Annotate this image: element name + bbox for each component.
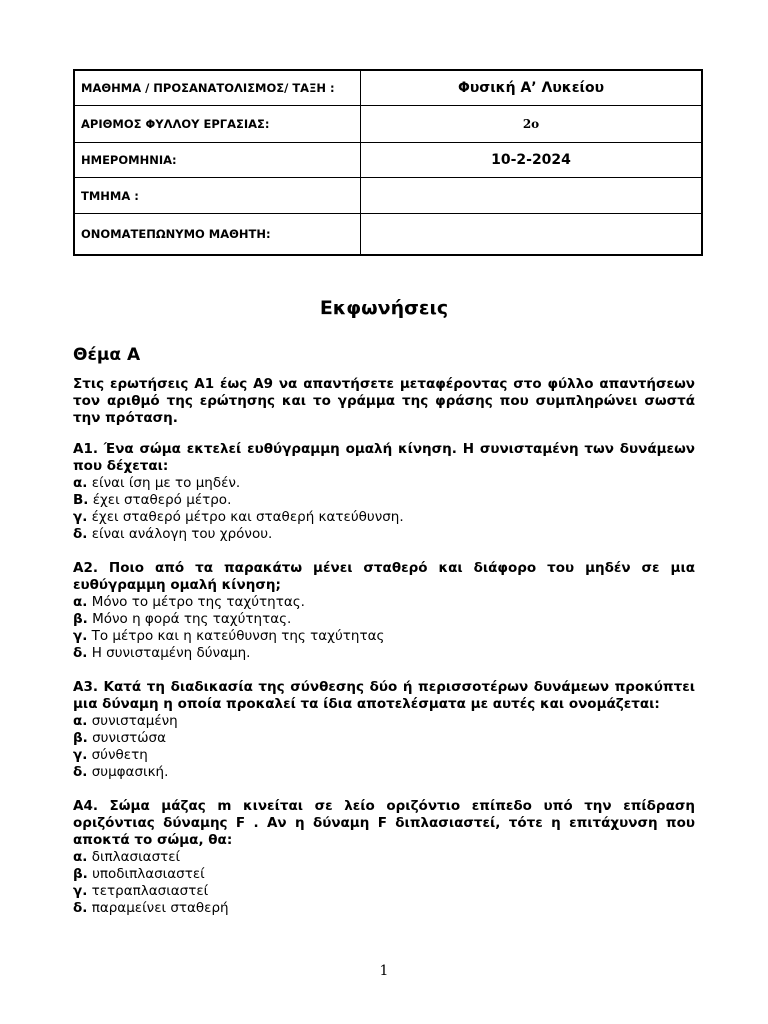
header-label-class: ΤΜΗΜΑ : bbox=[74, 178, 361, 214]
option-letter: Β. bbox=[73, 492, 89, 508]
option-letter: α. bbox=[73, 475, 88, 491]
option-text: Μόνο η φορά της ταχύτητας. bbox=[87, 611, 292, 627]
option-text: είναι ανάλογη του χρόνου. bbox=[87, 526, 273, 542]
option-letter: α. bbox=[73, 594, 88, 610]
option-text: τετραπλασιαστεί bbox=[87, 883, 209, 899]
header-row-subject bbox=[74, 70, 702, 106]
answer-option bbox=[73, 883, 695, 900]
option-text: Η συνισταμένη δύναμη. bbox=[87, 645, 251, 661]
question-list bbox=[73, 441, 695, 917]
header-value-class[interactable] bbox=[361, 178, 703, 214]
option-text: συνιστώσα bbox=[87, 730, 167, 746]
question-stem: Α4. Σώμα μάζας m κινείται σε λείο οριζόντιο επίπεδο υπό την επίδραση οριζόντιας δύναμης F . Αν η δύναμη F διπλασιαστεί, τότε η επιτάχυνση που αποκτά το σώμα, θα: bbox=[73, 798, 695, 848]
header-row-date bbox=[74, 143, 702, 178]
option-letter: α. bbox=[73, 713, 88, 729]
option-text: είναι ίση με το μηδέν. bbox=[87, 475, 241, 491]
option-letter: γ. bbox=[73, 628, 88, 644]
header-row-student-name bbox=[74, 214, 702, 256]
answer-option bbox=[73, 849, 695, 866]
answer-option bbox=[73, 526, 695, 543]
answer-option bbox=[73, 900, 695, 917]
answer-option bbox=[73, 764, 695, 781]
option-text: παραμείνει σταθερή bbox=[87, 900, 229, 916]
option-text: έχει σταθερό μέτρο. bbox=[88, 492, 232, 508]
section-title: Θέμα Α bbox=[73, 345, 141, 365]
header-value-student-name[interactable] bbox=[361, 214, 703, 256]
option-text: συνισταμένη bbox=[87, 713, 178, 729]
header-value-subject: Φυσική Α’ Λυκείου bbox=[361, 70, 703, 106]
answer-option bbox=[73, 747, 695, 764]
option-letter: δ. bbox=[73, 645, 88, 661]
answer-option bbox=[73, 492, 695, 509]
option-text: Μόνο το μέτρο της ταχύτητας. bbox=[87, 594, 305, 610]
option-text: έχει σταθερό μέτρο και σταθερή κατεύθυνση. bbox=[87, 509, 404, 525]
option-letter: β. bbox=[73, 866, 88, 882]
option-letter: γ. bbox=[73, 509, 88, 525]
option-text: σύνθετη bbox=[87, 747, 148, 763]
header-row-class bbox=[74, 178, 702, 214]
header-row-sheet-number bbox=[74, 106, 702, 143]
question-block bbox=[73, 560, 695, 662]
question-stem: Α2. Ποιο από τα παρακάτω μένει σταθερό και διάφορο του μηδέν σε μια ευθύγραμμη ομαλή κίνηση; bbox=[73, 560, 695, 593]
option-text: συμφασική. bbox=[87, 764, 169, 780]
header-info-table bbox=[73, 69, 703, 256]
option-letter: δ. bbox=[73, 900, 88, 916]
header-value-date: 10-2-2024 bbox=[361, 143, 703, 178]
answer-option bbox=[73, 628, 695, 645]
header-label-subject: ΜΑΘΗΜΑ / ΠΡΟΣΑΝΑΤΟΛΙΣΜΟΣ/ ΤΑΞΗ : bbox=[74, 70, 361, 106]
option-letter: γ. bbox=[73, 747, 88, 763]
answer-option bbox=[73, 611, 695, 628]
option-letter: δ. bbox=[73, 764, 88, 780]
option-letter: δ. bbox=[73, 526, 88, 542]
header-label-date: ΗΜΕΡΟΜΗΝΙΑ: bbox=[74, 143, 361, 178]
page-heading: Εκφωνήσεις bbox=[319, 297, 449, 319]
question-stem: Α3. Κατά τη διαδικασία της σύνθεσης δύο ή περισσοτέρων δυνάμεων προκύπτει μια δύναμη η οποία προκαλεί τα ίδια αποτελέσματα με αυτές και ονομάζεται: bbox=[73, 679, 695, 712]
answer-option bbox=[73, 594, 695, 611]
answer-option bbox=[73, 730, 695, 747]
option-text: διπλασιαστεί bbox=[87, 849, 181, 865]
question-stem: Α1. Ένα σώμα εκτελεί ευθύγραμμη ομαλή κίνηση. Η συνισταμένη των δυνάμεων που δέχεται: bbox=[73, 441, 695, 474]
answer-option bbox=[73, 713, 695, 730]
option-text: υποδιπλασιαστεί bbox=[87, 866, 205, 882]
option-letter: β. bbox=[73, 730, 88, 746]
option-letter: β. bbox=[73, 611, 88, 627]
question-block bbox=[73, 798, 695, 917]
option-text: Το μέτρο και η κατεύθυνση της ταχύτητας bbox=[87, 628, 385, 644]
header-label-student-name: ΟΝΟΜΑΤΕΠΩΝΥΜΟ ΜΑΘΗΤΗ: bbox=[74, 214, 361, 256]
header-value-sheet-number: 2ο bbox=[361, 106, 703, 143]
question-block bbox=[73, 441, 695, 543]
answer-option bbox=[73, 645, 695, 662]
instructions-text: Στις ερωτήσεις Α1 έως Α9 να απαντήσετε μεταφέροντας στο φύλλο απαντήσεων τον αριθμό της ερώτησης και το γράμμα της φράσης που συμπληρώνει σωστά την πρόταση. bbox=[73, 376, 695, 426]
header-label-sheet-number: ΑΡΙΘΜΟΣ ΦΥΛΛΟΥ ΕΡΓΑΣΙΑΣ: bbox=[74, 106, 361, 143]
option-letter: γ. bbox=[73, 883, 88, 899]
answer-option bbox=[73, 866, 695, 883]
questions-content bbox=[73, 376, 695, 934]
answer-option bbox=[73, 509, 695, 526]
answer-option bbox=[73, 475, 695, 492]
option-letter: α. bbox=[73, 849, 88, 865]
question-block bbox=[73, 679, 695, 781]
page-number: 1 bbox=[379, 963, 389, 979]
